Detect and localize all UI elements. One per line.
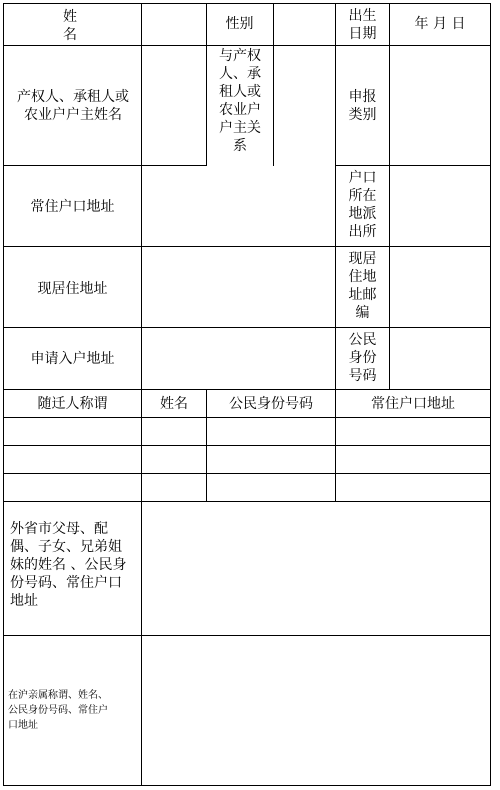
- member-address-cell[interactable]: [336, 474, 490, 501]
- name-label: 姓 名: [63, 9, 77, 43]
- border-right: [490, 3, 491, 786]
- police-station-label: 户口 所在 地派 出所: [348, 170, 377, 240]
- member-id-cell[interactable]: [207, 474, 335, 501]
- apply-address-label: 申请入户地址: [30, 351, 115, 367]
- id-number-field[interactable]: [390, 328, 490, 389]
- postal-code-label: 现居 住地 址邮 编: [348, 251, 377, 321]
- member-name-cell[interactable]: [142, 418, 206, 445]
- member-relation-cell[interactable]: [4, 446, 141, 473]
- other-province-relatives-field[interactable]: [142, 502, 490, 635]
- current-address-field[interactable]: [142, 247, 335, 327]
- birth-date-field[interactable]: 年 月 日: [414, 16, 466, 32]
- member-name-cell[interactable]: [142, 446, 206, 473]
- other-province-relatives-label: 外省市父母、配 偶、子女、兄弟姐 妹的姓名 、公民身 份号码、常住户口 地址: [10, 521, 127, 609]
- registered-address-field[interactable]: [142, 166, 335, 246]
- police-station-field[interactable]: [390, 166, 490, 246]
- members-header-relation: 随迁人称谓: [37, 396, 108, 412]
- row-divider: [3, 165, 142, 166]
- member-address-cell[interactable]: [336, 446, 490, 473]
- member-name-cell[interactable]: [142, 474, 206, 501]
- relation-field[interactable]: [274, 46, 335, 165]
- relation-label: 与产权 人、承 租人或 农业户 户主关 系: [219, 48, 261, 154]
- current-address-label: 现居住地址: [37, 281, 108, 297]
- row-divider: [3, 389, 491, 390]
- members-header-name: 姓名: [160, 396, 188, 412]
- member-address-cell[interactable]: [336, 418, 490, 445]
- shanghai-relatives-label: 在沪亲属称谓、姓名、 公民身份号码、常住户 口地址: [8, 690, 108, 731]
- registered-address-label: 常住户口地址: [30, 199, 115, 215]
- birth-date-label: 出生 日期: [348, 8, 377, 42]
- border-top: [3, 3, 491, 4]
- member-relation-cell[interactable]: [4, 418, 141, 445]
- shanghai-relatives-field[interactable]: [142, 636, 490, 785]
- name-field[interactable]: [142, 4, 206, 45]
- owner-name-label: 产权人、承租人或 农业户户主姓名: [17, 89, 129, 123]
- owner-name-field[interactable]: [142, 46, 206, 165]
- apply-type-label: 申报 类别: [348, 89, 377, 123]
- members-header-id: 公民身份号码: [229, 396, 313, 412]
- postal-code-field[interactable]: [390, 247, 490, 327]
- gender-field[interactable]: [274, 4, 335, 45]
- members-header-address: 常住户口地址: [371, 396, 455, 412]
- member-id-cell[interactable]: [207, 446, 335, 473]
- gender-label: 性别: [225, 16, 254, 32]
- border-bottom: [3, 785, 491, 786]
- member-relation-cell[interactable]: [4, 474, 141, 501]
- apply-address-field[interactable]: [142, 328, 335, 389]
- apply-type-field[interactable]: [390, 46, 490, 165]
- id-number-label: 公民 身份 号码: [348, 332, 377, 384]
- member-id-cell[interactable]: [207, 418, 335, 445]
